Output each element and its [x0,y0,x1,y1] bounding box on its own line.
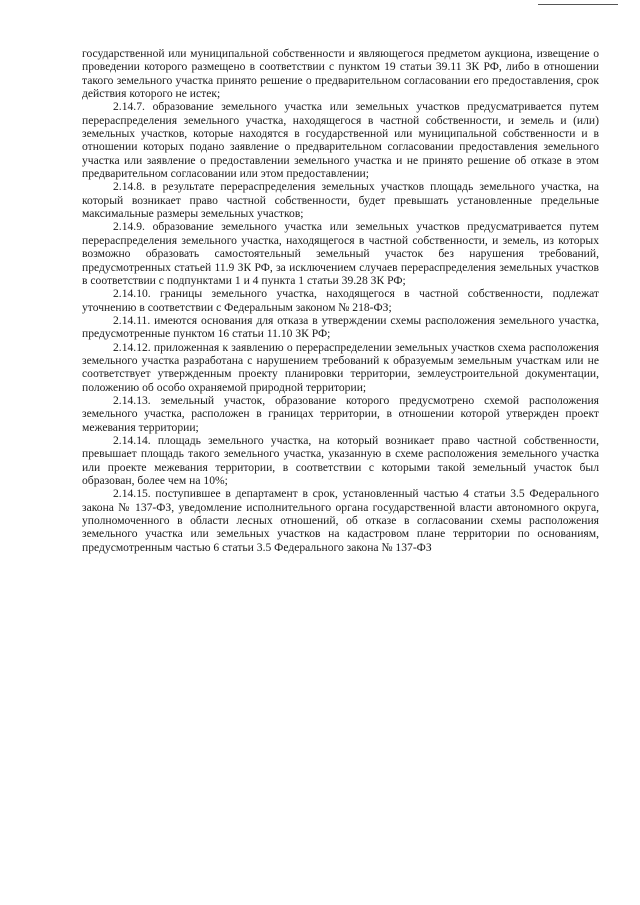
paragraph-continuation: государственной или муниципальной собственности и являющегося предметом аукциона, извещение о проведении которого размещено в соответствии с пунктом 19 статьи 39.11 ЗК РФ, либо в отношении такого земельного участка принято решение о предварительном согласовании его предоставления, срок действия которого не истек; [82,47,599,101]
document-body-text [82,47,599,554]
top-edge-rule [538,4,618,5]
paragraph-2-14-14: 2.14.14. площадь земельного участка, на который возникает право частной собственности, превышает площадь такого земельного участка, указанную в схеме расположения земельного участка или проекте межевания территории, в соответствии с которыми такой земельный участок был образован, более чем на 10%; [82,433,599,487]
paragraph-2-14-11: 2.14.11. имеются основания для отказа в утверждении схемы расположения земельного участка, предусмотренные пунктом 16 статьи 11.10 ЗК РФ; [82,313,599,341]
paragraph-2-14-9: 2.14.9. образование земельного участка или земельных участков предусматривается путем перераспределения земельного участка, находящегося в частной собственности, и земель, из которых возможно образовать самостоятельный земельный участок без нарушения требований, предусмотренных статьей 11.9 ЗК РФ, за исключением случаев перераспределения земельных участков в соответствии с подпунктами 1 и 4 пункта 1 статьи 39.28 ЗК РФ; [82,220,599,287]
paragraph-2-14-10: 2.14.10. границы земельного участка, находящегося в частной собственности, подлежат уточнению в соответствии с Федеральным законом № 218-ФЗ; [82,287,599,314]
paragraph-2-14-12: 2.14.12. приложенная к заявлению о перераспределении земельных участков схема расположения земельного участка разработана с нарушением требований к образуемым земельным участкам или не соответствует утвержденным проекту планировки территории, землеустроительной документации, положению об особо охраняемой природной территории; [82,340,599,394]
paragraph-2-14-8: 2.14.8. в результате перераспределения земельных участков площадь земельного участка, на который возникает право частной собственности, будет превышать установленные предельные максимальные размеры земельных участков; [82,180,599,221]
paragraph-2-14-7: 2.14.7. образование земельного участка или земельных участков предусматривается путем перераспределения земельного участка, находящегося в частной собственности, и земель и (или) земельных участков, которые находятся в государственной или муниципальной собственности и в отношении которых подано заявление о предварительном согласовании предоставления земельного участка или заявление о предоставлении земельного участка и не принято решение об отказе в этом предварительном согласовании или этом предоставлении; [82,100,599,181]
paragraph-2-14-13: 2.14.13. земельный участок, образование которого предусмотрено схемой расположения земельного участка, расположен в границах территории, в отношении которой утвержден проект межевания территории; [82,393,599,434]
paragraph-2-14-15: 2.14.15. поступившее в департамент в срок, установленный частью 4 статьи 3.5 Федерального закона № 137-ФЗ, уведомление исполнительного органа государственной власти автономного округа, уполномоченного в области лесных отношений, об отказе в согласовании схемы расположения земельного участка или земельных участков на кадастровом плане территории по основаниям, предусмотренным частью 6 статьи 3.5 Федерального закона № 137-ФЗ [82,487,599,554]
